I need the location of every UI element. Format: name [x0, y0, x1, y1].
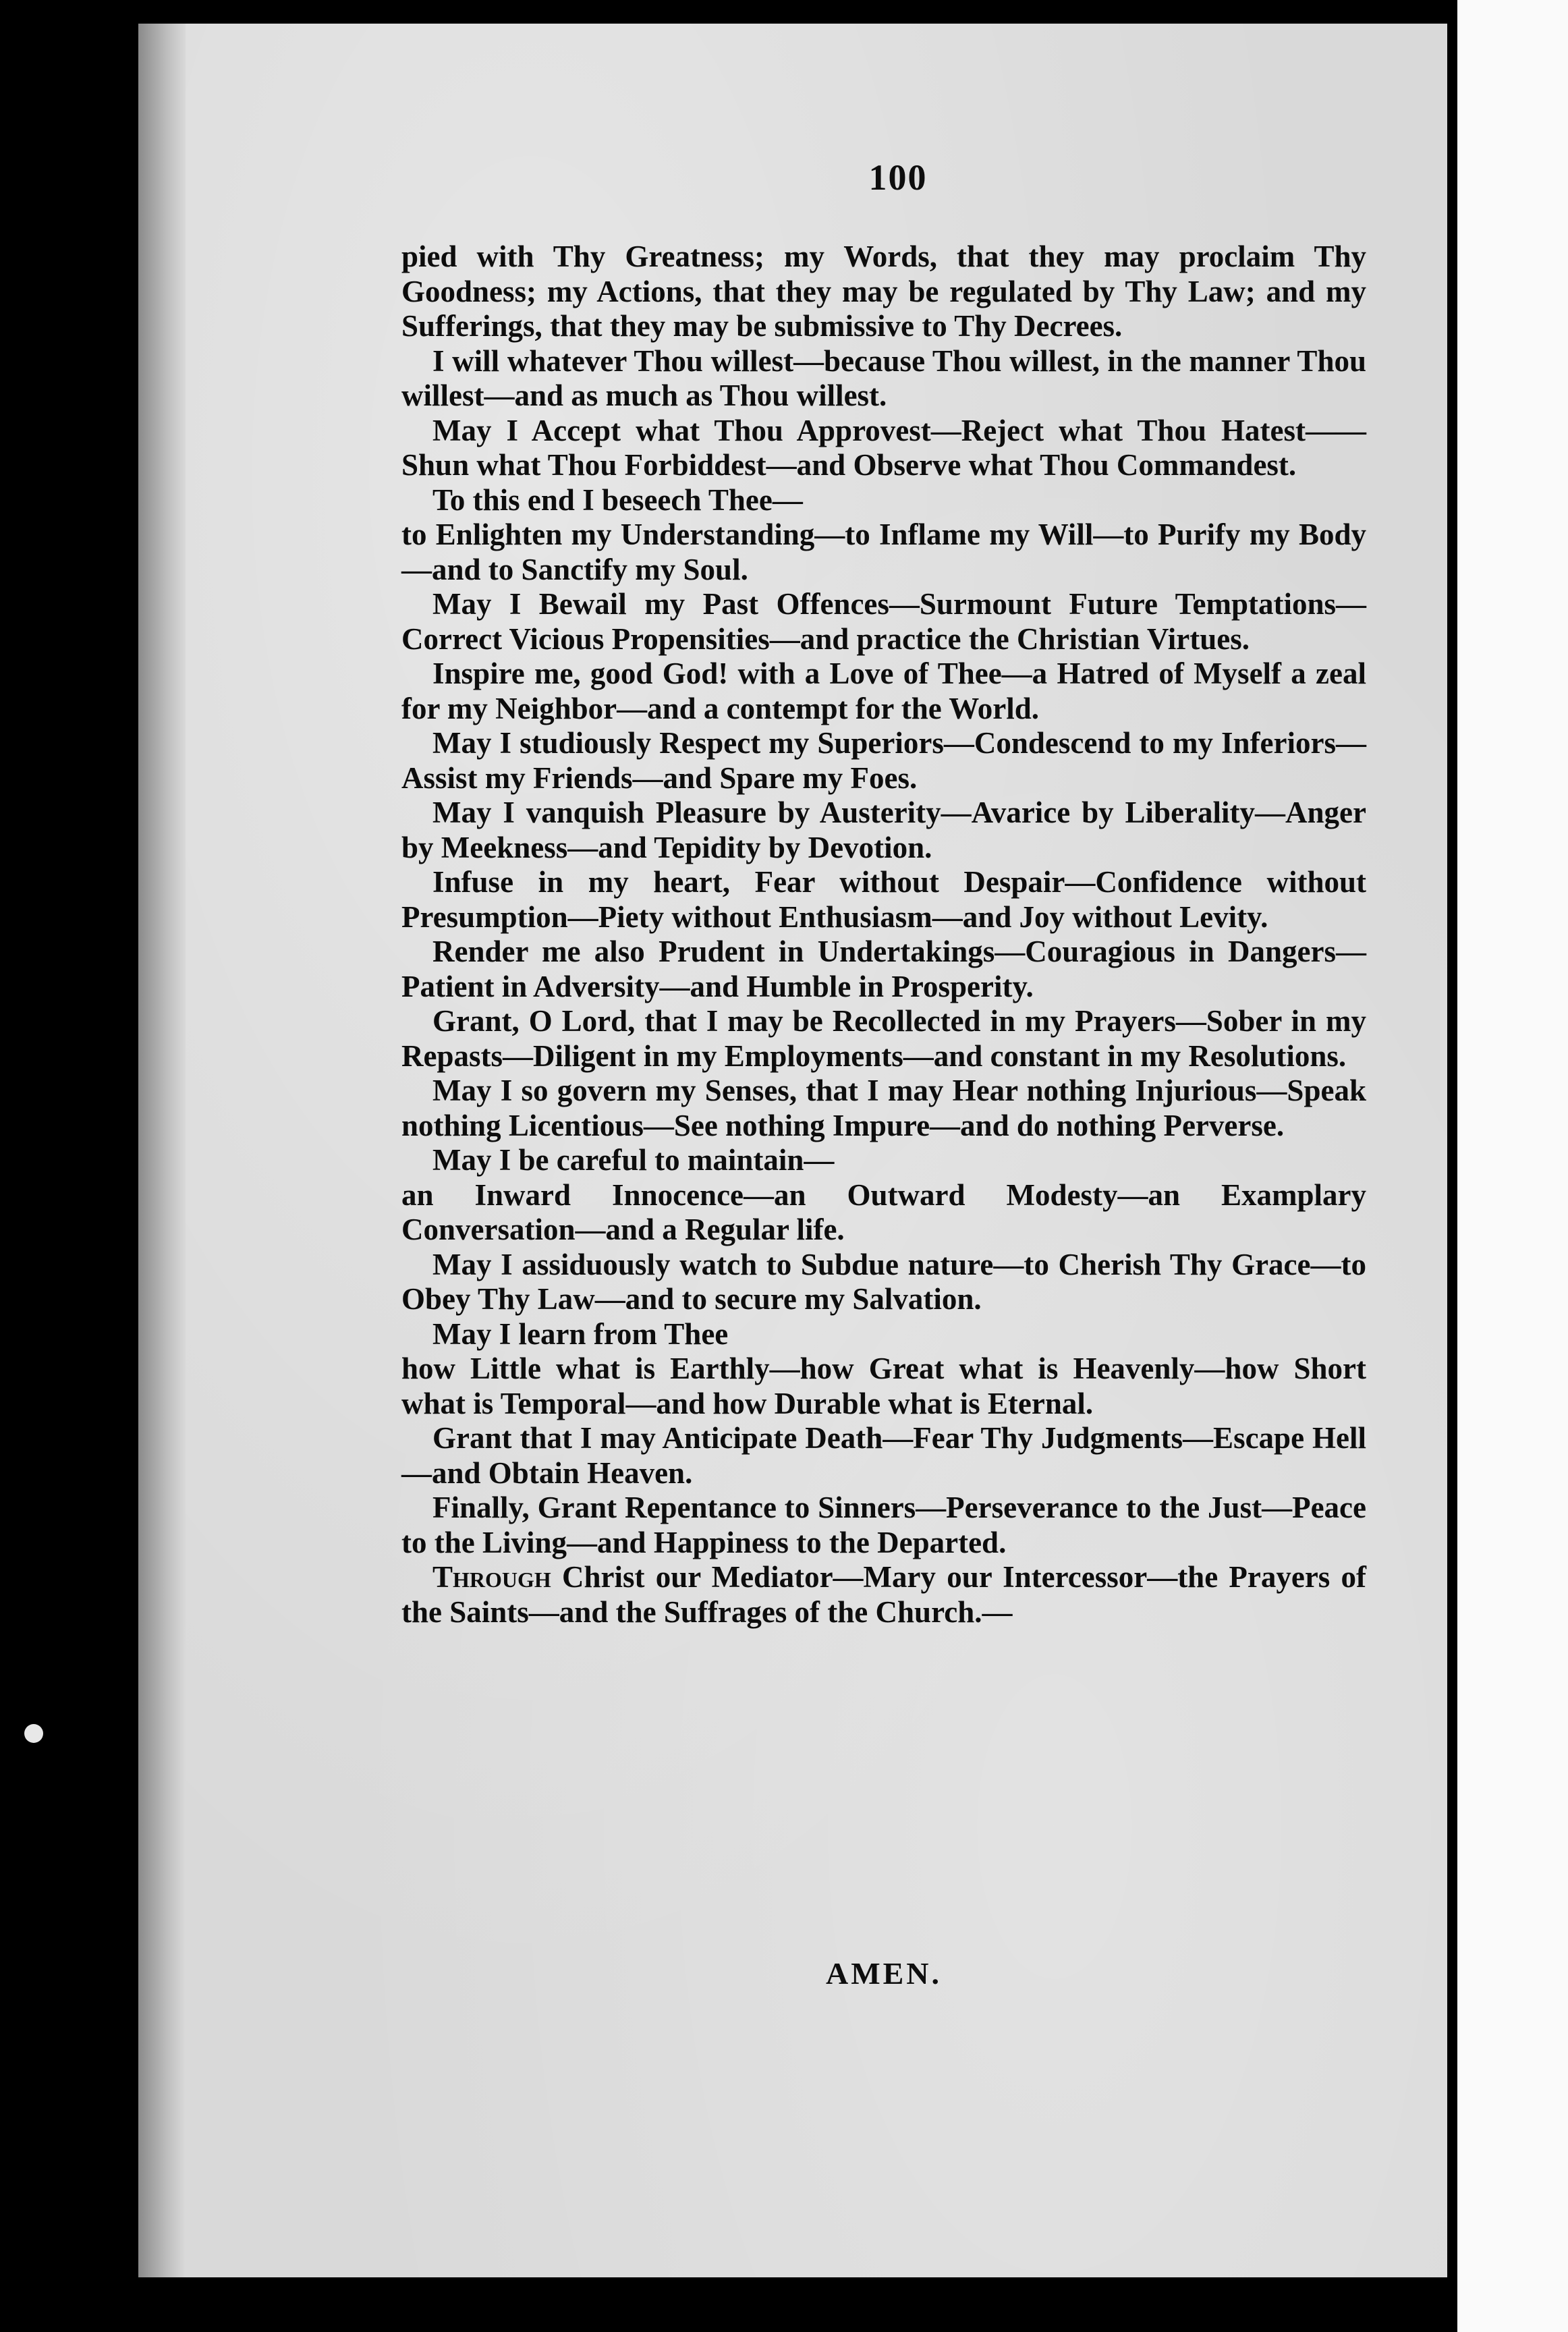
prayer-paragraph: an Inward Innocence—an Outward Modesty—an Examplary Conversation—and a Regular life. — [401, 1177, 1366, 1246]
margin-speck — [24, 1724, 43, 1743]
prayer-paragraph: To this end I beseech Thee— — [432, 482, 803, 517]
prayer-paragraph: Render me also Prudent in Undertakings—Couragious in Dangers—Patient in Adversity—and Humble in Prosperity. — [401, 935, 1366, 1003]
prayer-text — [401, 240, 1366, 1630]
prayer-paragraph: May I studiously Respect my Superiors—Condescend to my Inferiors—Assist my Friends—and Spare my Foes. — [401, 726, 1366, 795]
prayer-paragraph: to Enlighten my Understanding—to Inflame my Will—to Purify my Body—and to Sanctify my Soul. — [401, 518, 1366, 586]
prayer-paragraph: May I so govern my Senses, that I may Hear nothing Injurious—Speak nothing Licentious—See nothing Impure—and do nothing Perverse. — [401, 1074, 1366, 1142]
prayer-paragraph: pied with Thy Greatness; my Words, that they may proclaim Thy Goodness; my Actions, that they may be regulated by Thy Law; and my Sufferings, that they may be submissive to Thy Decrees. — [401, 240, 1366, 343]
prayer-paragraph: Finally, Grant Repentance to Sinners—Perseverance to the Just—Peace to the Living—and Happiness to the Departed. — [401, 1491, 1366, 1559]
prayer-paragraph: how Little what is Earthly—how Great what is Heavenly—how Short what is Temporal—and how Durable what is Eternal. — [401, 1352, 1366, 1420]
page-gutter-shadow — [138, 24, 186, 2277]
closing-lead-word: Through — [432, 1560, 551, 1594]
prayer-paragraph: May I assiduously watch to Subdue nature—to Cherish Thy Grace—to Obey Thy Law—and to secure my Salvation. — [401, 1247, 1366, 1316]
prayer-paragraph: May I be careful to maintain— — [432, 1143, 835, 1177]
closing-rest: Christ our Mediator—Mary our Intercessor—the Prayers of the Saints—and the Suffrages of the Church.— — [401, 1560, 1366, 1629]
prayer-paragraph: Infuse in my heart, Fear without Despair—Confidence without Presumption—Piety without Enthusiasm—and Joy without Levity. — [401, 865, 1366, 934]
adjacent-page-edge — [1457, 0, 1568, 2332]
page-number: 100 — [868, 157, 928, 198]
prayer-paragraph: Grant, O Lord, that I may be Recollected in my Prayers—Sober in my Repasts—Diligent in my Employments—and constant in my Resolutions. — [401, 1004, 1366, 1073]
prayer-paragraph: May I Bewail my Past Offences—Surmount Future Temptations—Correct Vicious Propensities—and practice the Christian Virtues. — [401, 587, 1366, 656]
prayer-paragraph: May I learn from Thee — [432, 1316, 729, 1351]
prayer-paragraph: May I Accept what Thou Approvest—Reject what Thou Hatest——Shun what Thou Forbiddest—and Observe what Thou Commandest. — [401, 413, 1366, 482]
prayer-paragraph: May I vanquish Pleasure by Austerity—Avarice by Liberality—Anger by Meekness—and Tepidity by Devotion. — [401, 796, 1366, 864]
prayer-paragraph: I will whatever Thou willest—because Thou willest, in the manner Thou willest—and as much as Thou willest. — [401, 343, 1366, 412]
paragraph-list — [401, 240, 1366, 1560]
closing-paragraph — [401, 1560, 1366, 1630]
prayer-paragraph: Grant that I may Anticipate Death—Fear Thy Judgments—Escape Hell—and Obtain Heaven. — [401, 1421, 1366, 1490]
amen-line: AMEN. — [825, 1956, 943, 1991]
prayer-paragraph: Inspire me, good God! with a Love of Thee—a Hatred of Myself a zeal for my Neighbor—and a contempt for the World. — [401, 657, 1366, 725]
